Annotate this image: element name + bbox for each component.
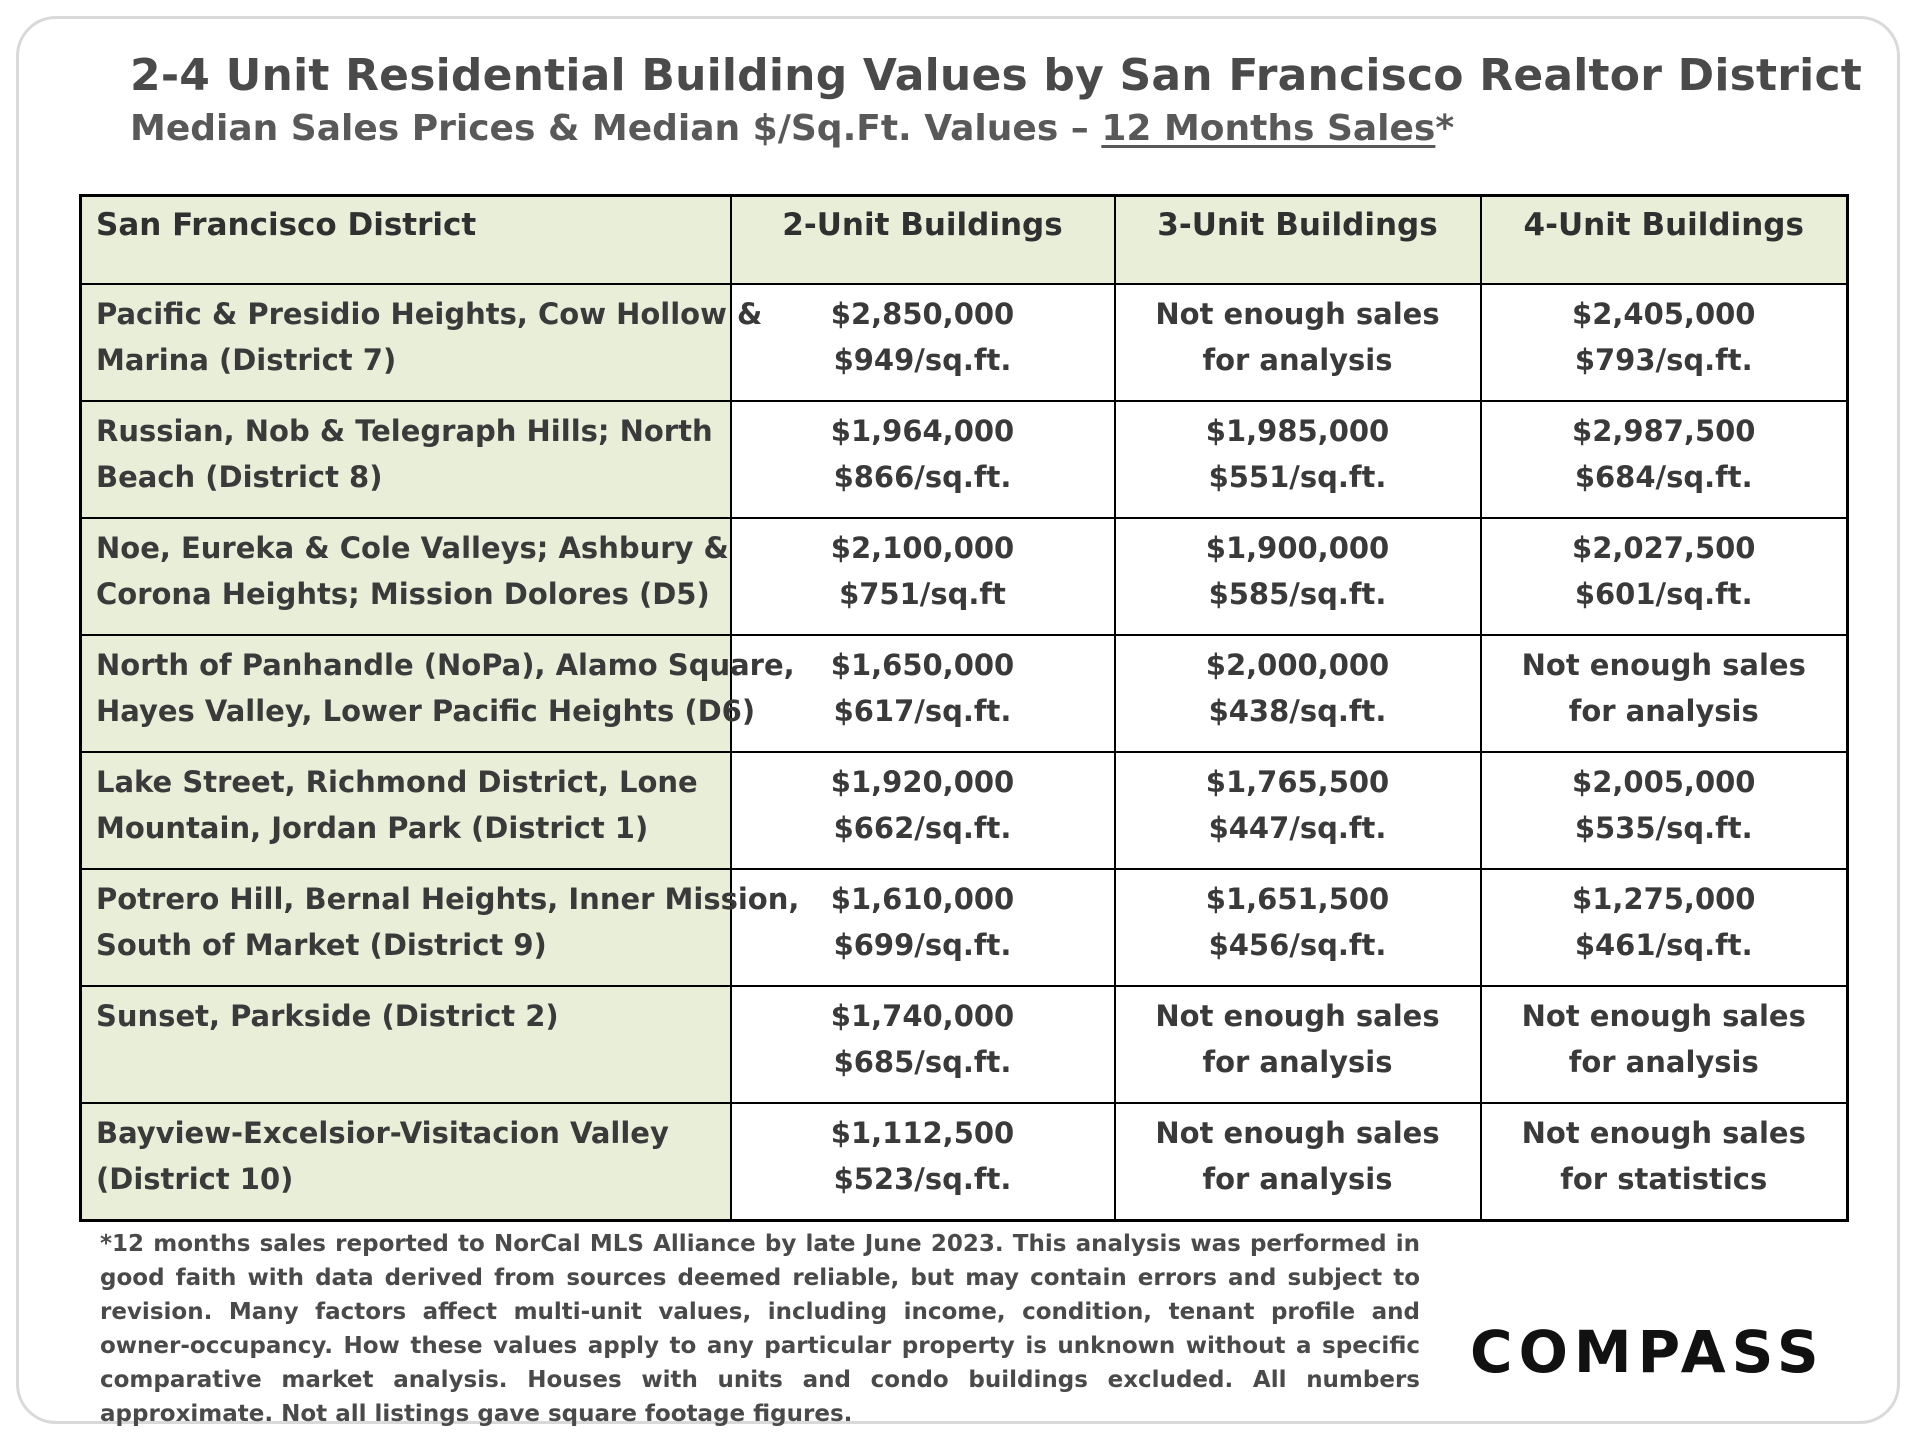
cell-line: Beach (District 8) (96, 460, 383, 494)
three-unit-cell (1115, 284, 1481, 401)
three-unit-cell (1115, 401, 1481, 518)
cell-line: $447/sq.ft. (1208, 811, 1387, 845)
four-unit-cell (1481, 518, 1848, 635)
cell-line: Lake Street, Richmond District, Lone (96, 765, 698, 799)
cell-line: $438/sq.ft. (1208, 694, 1387, 728)
cell-line: for analysis (1568, 1045, 1759, 1079)
table-row (81, 986, 1848, 1103)
four-unit-cell (1481, 284, 1848, 401)
cell-line: $949/sq.ft. (833, 343, 1012, 377)
cell-line: for analysis (1568, 694, 1759, 728)
district-values-table (79, 194, 1849, 1222)
cell-line: $685/sq.ft. (833, 1045, 1012, 1079)
four-unit-cell (1481, 1103, 1848, 1221)
cell-line: $2,405,000 (1572, 297, 1756, 331)
table-header-row (81, 196, 1848, 285)
cell-line: $1,651,500 (1205, 882, 1390, 916)
cell-line: $456/sq.ft. (1208, 928, 1387, 962)
district-cell (81, 1103, 731, 1221)
two-unit-cell (731, 401, 1115, 518)
cell-line: Not enough sales (1521, 999, 1806, 1033)
four-unit-cell (1481, 635, 1848, 752)
cell-line: Not enough sales (1155, 1116, 1440, 1150)
district-cell (81, 284, 763, 401)
cell-line: $751/sq.ft (839, 577, 1006, 611)
subtitle-prefix: Median Sales Prices & Median $/Sq.Ft. Values – (130, 108, 1102, 149)
cell-line: South of Market (District 9) (96, 928, 547, 962)
cell-line: Mountain, Jordan Park (District 1) (96, 811, 649, 845)
cell-line (96, 1039, 716, 1085)
cell-line: $662/sq.ft. (833, 811, 1012, 845)
three-unit-cell (1115, 1103, 1481, 1221)
cell-line: $1,920,000 (830, 765, 1015, 799)
table-row (81, 284, 1848, 401)
two-unit-cell (731, 1103, 1115, 1221)
subtitle-suffix: * (1435, 108, 1455, 149)
two-unit-cell (731, 752, 1115, 869)
cell-line: $2,027,500 (1572, 531, 1756, 565)
cell-line: $2,005,000 (1572, 765, 1756, 799)
column-header-3-unit: 3-Unit Buildings (1115, 196, 1481, 285)
cell-line: for analysis (1202, 1045, 1393, 1079)
table-row (81, 1103, 1848, 1221)
cell-line: $1,985,000 (1205, 414, 1390, 448)
cell-line: Noe, Eureka & Cole Valleys; Ashbury & (96, 531, 729, 565)
three-unit-cell (1115, 869, 1481, 986)
cell-line: $601/sq.ft. (1574, 577, 1753, 611)
cell-line: $551/sq.ft. (1208, 460, 1387, 494)
two-unit-cell (731, 986, 1115, 1103)
cell-line: $699/sq.ft. (833, 928, 1012, 962)
cell-line: Not enough sales (1521, 1116, 1806, 1150)
four-unit-cell (1481, 869, 1848, 986)
cell-line: $1,275,000 (1572, 882, 1756, 916)
cell-line: $1,740,000 (830, 999, 1015, 1033)
district-cell (81, 752, 731, 869)
cell-line: $461/sq.ft. (1574, 928, 1753, 962)
district-cell (81, 869, 800, 986)
cell-line: (District 10) (96, 1162, 294, 1196)
cell-line: Sunset, Parkside (District 2) (96, 999, 559, 1033)
table-row (81, 869, 1848, 986)
cell-line: $523/sq.ft. (833, 1162, 1012, 1196)
cell-line: $617/sq.ft. (833, 694, 1012, 728)
cell-line: $2,850,000 (830, 297, 1015, 331)
column-header-district: San Francisco District (81, 196, 731, 285)
cell-line: Bayview-Excelsior-Visitacion Valley (96, 1116, 669, 1150)
district-cell (81, 986, 731, 1103)
cell-line: $2,987,500 (1572, 414, 1756, 448)
cell-line: $1,610,000 (830, 882, 1015, 916)
cell-line: $1,765,500 (1205, 765, 1390, 799)
three-unit-cell (1115, 986, 1481, 1103)
footnote-disclaimer: *12 months sales reported to NorCal MLS Alliance by late June 2023. This analysis was performed in good faith with data derived from sources deemed reliable, but may contain errors and subject to revision. Many factors affect multi-unit values, including income, condition, tenant profile and owner-occupancy. How these values apply to any particular property is unknown without a specific comparative market analysis. Houses with units and condo buildings excluded. All numbers approximate. Not all listings gave square footage figures. (100, 1231, 1420, 1427)
cell-line: $866/sq.ft. (833, 460, 1012, 494)
table-row (81, 752, 1848, 869)
three-unit-cell (1115, 518, 1481, 635)
page-subtitle (130, 108, 1454, 149)
cell-line: Russian, Nob & Telegraph Hills; North (96, 414, 713, 448)
cell-line: Not enough sales (1155, 297, 1440, 331)
cell-line: $1,964,000 (830, 414, 1015, 448)
table-row (81, 518, 1848, 635)
cell-line: Pacific & Presidio Heights, Cow Hollow & (96, 297, 763, 331)
table-body (81, 284, 1848, 1221)
cell-line: Not enough sales (1155, 999, 1440, 1033)
cell-line: $2,100,000 (830, 531, 1015, 565)
three-unit-cell (1115, 752, 1481, 869)
district-cell (81, 635, 795, 752)
cell-line: $1,650,000 (830, 648, 1015, 682)
cell-line: $684/sq.ft. (1574, 460, 1753, 494)
district-cell (81, 518, 731, 635)
two-unit-cell (731, 518, 1115, 635)
cell-line: Potrero Hill, Bernal Heights, Inner Mission, (96, 882, 800, 916)
cell-line: North of Panhandle (NoPa), Alamo Square, (96, 648, 795, 682)
three-unit-cell (1115, 635, 1481, 752)
cell-line: $535/sq.ft. (1574, 811, 1753, 845)
cell-line: for analysis (1202, 343, 1393, 377)
cell-line: Not enough sales (1521, 648, 1806, 682)
four-unit-cell (1481, 986, 1848, 1103)
cell-line: $2,000,000 (1205, 648, 1390, 682)
cell-line: for statistics (1560, 1162, 1768, 1196)
column-header-2-unit: 2-Unit Buildings (731, 196, 1115, 285)
cell-line: Hayes Valley, Lower Pacific Heights (D6) (96, 694, 756, 728)
page-title: 2-4 Unit Residential Building Values by San Francisco Realtor District (130, 50, 1862, 101)
cell-line: $793/sq.ft. (1574, 343, 1753, 377)
column-header-4-unit: 4-Unit Buildings (1481, 196, 1848, 285)
compass-logo: COMPASS (1470, 1318, 1825, 1386)
table-row (81, 401, 1848, 518)
cell-line: $1,112,500 (830, 1116, 1015, 1150)
cell-line: for analysis (1202, 1162, 1393, 1196)
cell-line: Marina (District 7) (96, 343, 397, 377)
cell-line: Corona Heights; Mission Dolores (D5) (96, 577, 710, 611)
subtitle-underlined: 12 Months Sales (1101, 108, 1436, 149)
four-unit-cell (1481, 401, 1848, 518)
four-unit-cell (1481, 752, 1848, 869)
table-row (81, 635, 1848, 752)
district-cell (81, 401, 731, 518)
cell-line: $585/sq.ft. (1208, 577, 1387, 611)
cell-line: $1,900,000 (1205, 531, 1390, 565)
two-unit-cell (731, 284, 1115, 401)
